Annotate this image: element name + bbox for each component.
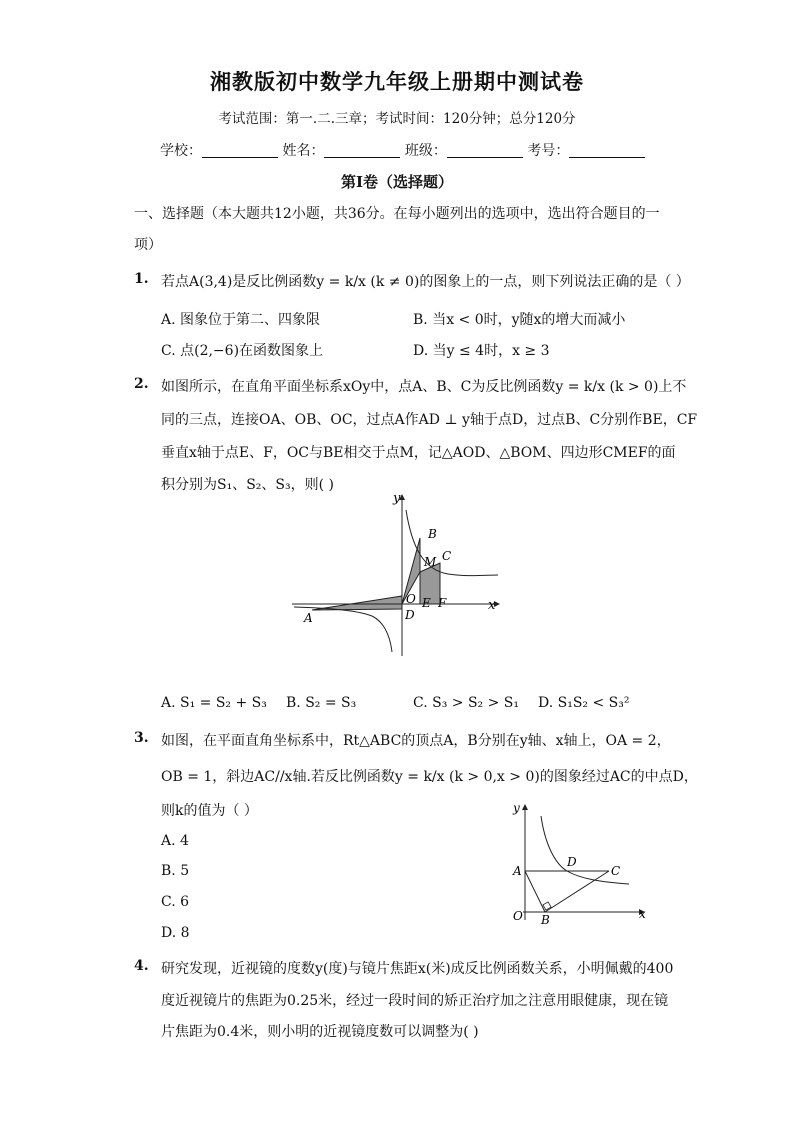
q3-option-c[interactable]: C. 6 (161, 894, 190, 910)
q2-figure (288, 490, 508, 660)
exam-title: 湘教版初中数学九年级上册期中测试卷 (210, 69, 584, 94)
exam-no-label: 考号： (527, 143, 570, 159)
section-heading-line2: 项） (134, 237, 162, 253)
q1-option-c[interactable]: C. 点(2,−6)在函数图象上 (161, 343, 324, 359)
student-info-line (160, 140, 645, 160)
school-label: 学校： (160, 143, 202, 159)
exam-no-blank[interactable] (569, 143, 645, 158)
q4-number: 4. (134, 958, 149, 974)
q3-side-ab (525, 871, 545, 912)
q1-number: 1. (134, 271, 149, 287)
q3-label-c: C (611, 864, 621, 878)
q3-label-y: y (513, 801, 520, 815)
q1-option-d[interactable]: D. 当y ≤ 4时，x ≥ 3 (413, 343, 550, 359)
name-blank[interactable] (324, 143, 400, 158)
q1-option-b[interactable]: B. 当x < 0时，y随x的增大而减小 (413, 312, 626, 328)
q3-option-d[interactable]: D. 8 (161, 925, 190, 941)
class-label: 班级： (404, 143, 447, 159)
q3-option-a[interactable]: A. 4 (161, 833, 189, 849)
q2-triangle-aod (312, 596, 402, 610)
q3-label-a: A (513, 864, 522, 878)
q4-line2: 度近视镜片的焦距为0.25米，经过一段时间的矫正治疗加之注意用眼健康，现在镜 (161, 993, 669, 1009)
q1-stem: 若点A(3,4)是反比例函数y = k/x (k ≠ 0)的图象上的一点，则下列说法正确的是（ ） (161, 274, 690, 290)
q2-option-a[interactable]: A. S₁ = S₂ + S₃ (161, 695, 267, 711)
volume-title: 第Ⅰ卷（选择题） (340, 173, 454, 191)
school-blank[interactable] (202, 143, 278, 158)
q2-label-e: E (422, 596, 431, 610)
q4-line1: 研究发现，近视镜的度数y(度)与镜片焦距x(米)成反比例函数关系，小明佩戴的400 (161, 961, 674, 977)
q2-option-c[interactable]: C. S₃ > S₂ > S₁ (413, 695, 519, 711)
q2-label-f: F (438, 596, 447, 610)
q2-label-b: B (428, 527, 437, 541)
q2-label-d: D (405, 608, 415, 622)
q3-label-d: D (567, 855, 577, 869)
q3-label-b: B (541, 913, 550, 924)
q3-line3: 则k的值为（ ） (161, 803, 258, 819)
q2-line4: 积分别为S₁、S₂、S₃，则( ) (161, 477, 334, 493)
q2-label-a: A (304, 611, 313, 625)
exam-subtitle: 考试范围：第一.二.三章；考试时间：120分钟；总分120分 (218, 111, 576, 127)
q2-label-c: C (442, 549, 452, 563)
class-blank[interactable] (447, 143, 523, 158)
q3-figure (505, 800, 655, 924)
q3-option-b[interactable]: B. 5 (161, 863, 190, 879)
q2-line2: 同的三点，连接OA、OB、OC，过点A作AD ⊥ y轴于点D，过点B、C分别作BE，CF (161, 412, 698, 428)
q3-label-o: O (513, 909, 523, 923)
section-heading-line1: 一、选择题（本大题共12小题，共36分。在每小题列出的选项中，选出符合题目的一 (134, 206, 660, 222)
q3-line1: 如图，在平面直角坐标系中，Rt△ABC的顶点A，B分别在y轴、x轴上，OA = 2， (161, 733, 671, 749)
q2-label-o: O (406, 592, 416, 606)
name-label: 姓名： (282, 143, 325, 159)
q3-label-x: x (639, 907, 646, 921)
q4-line3: 片焦距为0.4米，则小明的近视镜度数可以调整为( ) (161, 1024, 479, 1040)
q2-label-y: y (393, 491, 401, 506)
q2-label-x: x (488, 598, 496, 613)
q3-side-bc (545, 871, 609, 912)
q2-option-d[interactable]: D. S₁S₂ < S₃² (538, 695, 630, 711)
q2-line1: 如图所示，在直角平面坐标系xOy中，点A、B、C为反比例函数y = k/x (k > 0)上不 (161, 379, 687, 395)
q2-option-b[interactable]: B. S₂ = S₃ (286, 695, 357, 711)
q3-number: 3. (134, 730, 149, 746)
q2-number: 2. (134, 376, 149, 392)
q3-y-arrow (522, 804, 528, 810)
q3-line2: OB = 1，斜边AC//x轴.若反比例函数y = k/x (k > 0,x > 0)的图象经过AC的中点D， (161, 769, 698, 785)
q2-line3: 垂直x轴于点E、F，OC与BE相交于点M，记△AOD、△BOM、四边形CMEF的面 (161, 445, 676, 461)
q1-option-a[interactable]: A. 图象位于第二、四象限 (161, 312, 321, 328)
q2-label-m: M (424, 555, 437, 569)
